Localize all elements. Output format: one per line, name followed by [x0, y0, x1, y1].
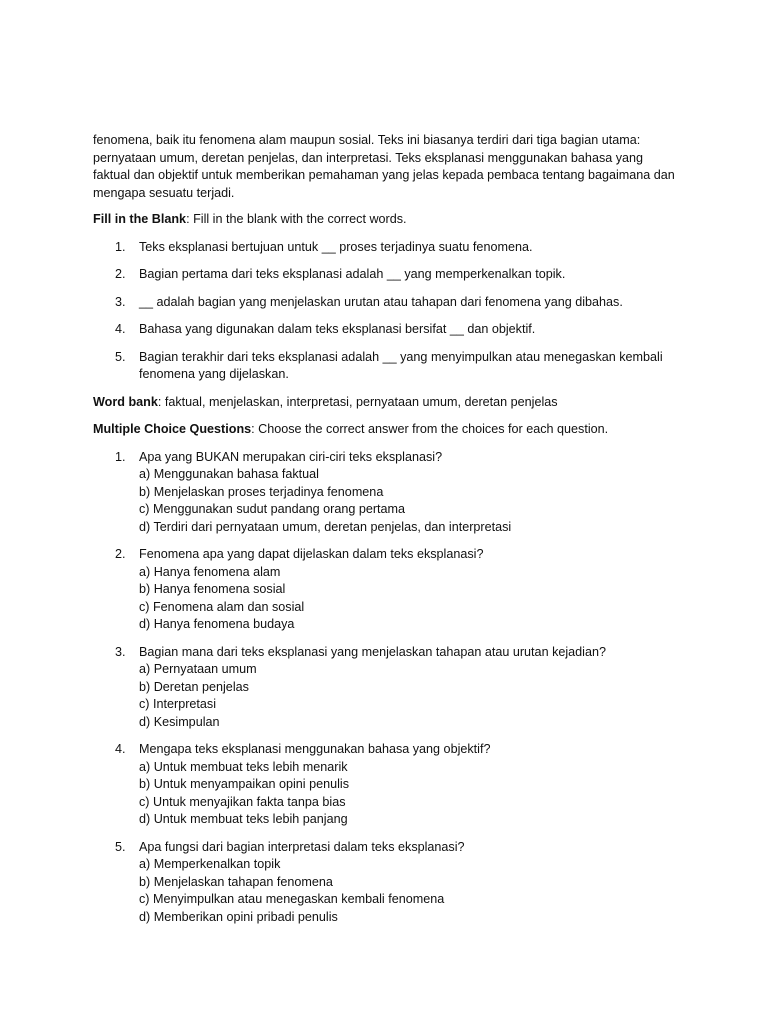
question-text: Bagian mana dari teks eksplanasi yang menjelaskan tahapan atau urutan kejadian? — [139, 644, 606, 659]
list-item — [93, 321, 676, 339]
question-number: 4. — [115, 742, 126, 756]
item-text: __ adalah bagian yang menjelaskan urutan atau tahapan dari fenomena yang dibahas. — [139, 294, 623, 309]
item-text: Bagian terakhir dari teks eksplanasi adalah __ yang menyimpulkan atau menegaskan kembali fenomena yang dijelaskan. — [139, 349, 663, 381]
mcq-instruction: : Choose the correct answer from the choices for each question. — [251, 422, 609, 436]
option-d: d) Memberikan opini pribadi penulis — [139, 909, 338, 924]
mcq-list — [93, 449, 676, 927]
list-item — [93, 349, 676, 384]
option-c: c) Interpretasi — [139, 697, 216, 711]
fill-in-blank-list — [93, 239, 676, 384]
question-number: 3. — [115, 644, 126, 659]
option-b: b) Untuk menyampaikan opini penulis — [139, 777, 350, 791]
question-number: 5. — [115, 839, 126, 854]
word-bank-title: Word bank — [93, 394, 158, 409]
question-number: 1. — [115, 449, 126, 464]
question-text: Mengapa teks eksplanasi menggunakan bahasa yang objektif? — [139, 742, 491, 756]
option-c: c) Menggunakan sudut pandang orang pertama — [139, 502, 406, 516]
question-item — [93, 546, 676, 634]
item-text: Bagian pertama dari teks eksplanasi adalah __ yang memperkenalkan topik. — [139, 267, 566, 281]
list-item — [93, 239, 676, 257]
word-bank — [93, 394, 676, 412]
question-number: 2. — [115, 547, 126, 561]
option-b: b) Hanya fenomena sosial — [139, 582, 286, 596]
list-item — [93, 266, 676, 284]
question-item — [93, 644, 676, 732]
intro-paragraph: fenomena, baik itu fenomena alam maupun sosial. Teks ini biasanya terdiri dari tiga bagian utama: pernyataan umum, deretan penjelas, dan interpretasi. Teks eksplanasi menggunakan bahasa yang faktual dan objektif untuk memberikan pemahaman yang jelas kepada pembaca tentang bagaimana dan mengapa sesuatu terjadi. — [93, 133, 675, 200]
item-number: 5. — [115, 349, 126, 364]
option-c: c) Fenomena alam dan sosial — [139, 599, 305, 614]
option-a: a) Hanya fenomena alam — [139, 564, 281, 579]
item-text: Teks eksplanasi bertujuan untuk __ proses terjadinya suatu fenomena. — [139, 239, 533, 254]
option-d: d) Terdiri dari pernyataan umum, deretan penjelas, dan interpretasi — [139, 519, 512, 534]
option-a: a) Menggunakan bahasa faktual — [139, 467, 319, 481]
option-d: d) Untuk membuat teks lebih panjang — [139, 812, 348, 826]
fill-in-blank-heading — [93, 211, 676, 229]
option-b: b) Menjelaskan proses terjadinya fenomena — [139, 484, 384, 499]
question-text: Apa yang BUKAN merupakan ciri-ciri teks eksplanasi? — [139, 449, 443, 464]
item-text: Bahasa yang digunakan dalam teks eksplanasi bersifat __ dan objektif. — [139, 322, 536, 336]
question-item — [93, 741, 676, 829]
item-number: 1. — [115, 239, 126, 254]
item-number: 3. — [115, 294, 126, 309]
option-b: b) Menjelaskan tahapan fenomena — [139, 874, 333, 889]
option-d: d) Hanya fenomena budaya — [139, 617, 295, 631]
mcq-title: Multiple Choice Questions — [93, 422, 252, 436]
question-text: Apa fungsi dari bagian interpretasi dalam teks eksplanasi? — [139, 839, 465, 854]
item-number: 4. — [115, 322, 126, 336]
option-d: d) Kesimpulan — [139, 714, 220, 729]
option-a: a) Memperkenalkan topik — [139, 857, 281, 871]
question-item — [93, 449, 676, 537]
word-bank-words: : faktual, menjelaskan, interpretasi, pernyataan umum, deretan penjelas — [157, 394, 558, 409]
item-number: 2. — [115, 267, 126, 281]
mcq-heading — [93, 421, 676, 439]
fill-in-blank-title: Fill in the Blank — [93, 212, 187, 226]
option-b: b) Deretan penjelas — [139, 679, 249, 694]
option-c: c) Menyimpulkan atau menegaskan kembali fenomena — [139, 892, 445, 906]
question-text: Fenomena apa yang dapat dijelaskan dalam teks eksplanasi? — [139, 547, 484, 561]
fill-in-blank-instruction: : Fill in the blank with the correct words. — [186, 212, 407, 226]
option-a: a) Untuk membuat teks lebih menarik — [139, 759, 348, 774]
list-item — [93, 294, 676, 312]
option-c: c) Untuk menyajikan fakta tanpa bias — [139, 794, 346, 809]
option-a: a) Pernyataan umum — [139, 662, 257, 676]
question-item — [93, 839, 676, 927]
